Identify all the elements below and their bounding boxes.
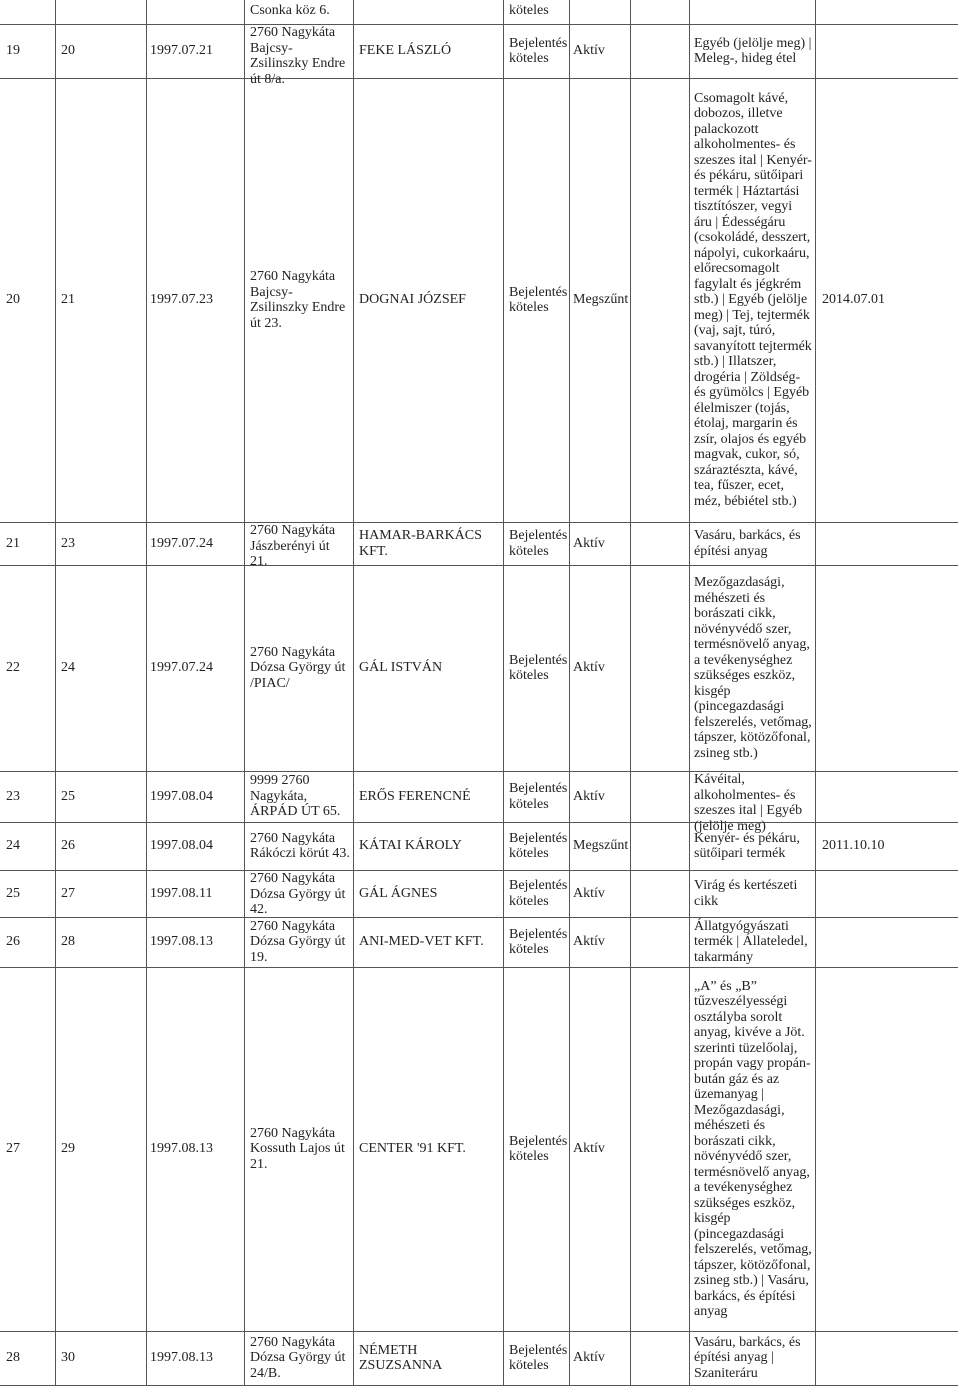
cell-col-a: 28 [6,1350,20,1365]
cell-status: Aktív [573,535,605,551]
grid-vline [630,0,631,1385]
cell-status: Megszűnt [573,292,629,307]
cell-col-b: 29 [61,1141,75,1156]
cell-status: Aktív [573,1350,605,1365]
cell-obligation: Bejelentés köteles [509,878,568,909]
grid-vline [503,0,504,1385]
grid-hline [0,1385,958,1386]
cell-name: FEKE LÁSZLÓ [359,43,452,58]
cell-goods: Kenyér- és pékáru, sütőipari termék [694,830,800,861]
cell-goods: Csomagolt kávé, dobozos, illetve palackozott alkoholmentes- és szeszes ital | Kenyér- és pékáru, sütőipari termék | Háztartási tisztítószer, vegyi áru | Édességáru (csokoládé, desszert, nápolyi, cukorkaáru, előrecsomagolt fagylalt és jégkrém stb.) | Egyéb (jelölje meg) | Tej, tejtermék (vaj, sajt, túró, savanyított tejtermék stb.) | Illatszer, drogéria | Zöldség- és gyümölcs | Egyéb élelmiszer (tojás, étolaj, margarin és zsír, olajos és egyéb magvak, cukor, só, száraztészta, kávé, tea, fűszer, ecet, méz, bébiétel stb.) [694,90,812,509]
cell-date: 1997.07.24 [150,660,213,675]
cell-obligation: Bejelentés köteles [509,652,568,683]
grid-hline [0,967,958,968]
cell-name: GÁL ÁGNES [359,885,438,901]
cell-col-b: 28 [61,934,75,949]
cell-address: 2760 Nagykáta Dózsa György út 24/B. [250,1334,346,1381]
cell-name: ERŐS FERENCNÉ [359,788,471,804]
cell-date: 1997.08.13 [150,934,213,949]
cell-col-b: 27 [61,885,75,901]
grid-vline [689,0,690,1385]
cell-date: 1997.08.13 [150,1141,213,1156]
cell-address: 2760 Nagykáta Rákóczi körút 43. [250,830,350,861]
cell-date: 1997.08.11 [150,885,213,901]
cell-status: Aktív [573,1141,605,1156]
grid-hline [0,565,958,566]
grid-hline [0,822,958,823]
cell-date: 1997.08.13 [150,1350,213,1365]
grid-vline [146,0,147,1385]
cell-goods: Virág és kertészeti cikk [694,878,798,909]
cell-obligation: Bejelentés köteles [509,528,568,559]
cell-end-date: 2011.10.10 [822,838,885,853]
cell-name: NÉMETH ZSUZSANNA [359,1342,443,1373]
cell-col-a: 27 [6,1141,20,1156]
cell-obligation: Bejelentés köteles [509,35,568,66]
grid-hline [0,24,958,25]
cell-address: 2760 Nagykáta Bajcsy-Zsilinszky Endre út 8/a. [250,25,346,87]
cell-address: 2760 Nagykáta Bajcsy-Zsilinszky Endre út 23. [250,269,346,331]
cell-address: 2760 Nagykáta Dózsa György út 19. [250,918,346,965]
cell-address: 2760 Nagykáta Dózsa György út 42. [250,871,346,917]
cell-col-b: 25 [61,788,75,804]
cell-address: 2760 Nagykáta Dózsa György út /PIAC/ [250,644,346,691]
cell-name: GÁL ISTVÁN [359,660,443,675]
cell-col-b: 30 [61,1350,75,1365]
cell-goods: Állatgyógyászati termék | Állateledel, takarmány [694,918,808,965]
grid-vline [244,0,245,1385]
cell-col-a: 24 [6,838,20,853]
cell-col-b: 24 [61,660,75,675]
grid-vline [569,0,570,1385]
cell-name: KÁTAI KÁROLY [359,838,462,853]
cell-status: Aktív [573,788,605,804]
cell-col-b: 26 [61,838,75,853]
cell-address: 2760 Nagykáta Jászberényi út 21. [250,523,336,569]
top-fragment-address: Csonka köz 6. [250,3,330,18]
cell-name: ANI-MED-VET KFT. [359,934,484,949]
cell-date: 1997.07.21 [150,43,213,58]
cell-col-b: 20 [61,43,75,58]
cell-name: CENTER '91 KFT. [359,1141,466,1156]
cell-status: Aktív [573,43,605,58]
cell-goods: Vasáru, barkács, és építési anyag [694,528,801,559]
cell-col-a: 23 [6,788,20,804]
grid-vline [353,0,354,1385]
cell-status: Aktív [573,660,605,675]
cell-obligation: Bejelentés köteles [509,284,568,315]
cell-address: 9999 2760 Nagykáta, ÁRPÁD ÚT 65. [250,773,341,819]
grid-vline [815,0,816,1385]
cell-status: Megszűnt [573,838,629,853]
cell-obligation: Bejelentés köteles [509,830,568,861]
cell-col-a: 25 [6,885,20,901]
cell-goods: Kávéital, alkoholmentes- és szeszes ital | Egyéb (jelölje meg) [694,772,803,834]
grid-hline [0,78,958,79]
cell-date: 1997.08.04 [150,788,213,804]
cell-col-a: 21 [6,535,20,551]
grid-vline [55,0,56,1385]
top-fragment-status: köteles [509,3,549,18]
cell-name: HAMAR-BARKÁCS KFT. [359,528,482,559]
cell-date: 1997.08.04 [150,838,213,853]
cell-col-a: 22 [6,660,20,675]
grid-hline [0,917,958,918]
cell-col-a: 26 [6,934,20,949]
cell-goods: Egyéb (jelölje meg) | Meleg-, hideg étel [694,35,812,66]
cell-col-b: 23 [61,535,75,551]
cell-col-a: 19 [6,43,20,58]
cell-address: 2760 Nagykáta Kossuth Lajos út 21. [250,1125,345,1172]
grid-hline [0,1331,958,1332]
cell-col-b: 21 [61,292,75,307]
grid-hline [0,522,958,523]
grid-hline [0,771,958,772]
cell-col-a: 20 [6,292,20,307]
cell-date: 1997.07.23 [150,292,213,307]
cell-goods: Mezőgazdasági, méhészeti és borászati cikk, növényvédő szer, termésnövelő anyag, a tevékenységhez szükséges eszköz, kisgép (pincegazdasági felszerelés, vetőmag, tápszer, kötözőfonal, zsineg stb.) [694,575,812,761]
cell-goods: „A” és „B” tűzveszélyességi osztályba sorolt anyag, kivéve a Jöt. szerinti tüzelőolaj, propán vagy propán-bután gáz és az üzemanyag | Mezőgazdasági, méhészeti és borászati cikk, növényvédő szer, termésnövelő anyag, a tevékenységhez szükséges eszköz, kisgép (pincegazdasági felszerelés, vetőmag, tápszer, kötözőfonal, zsineg stb.) | Vasáru, barkács, és építési anyag [694,978,812,1319]
cell-end-date: 2014.07.01 [822,292,885,307]
cell-goods: Vasáru, barkács, és építési anyag | Szaniteráru [694,1334,801,1381]
cell-obligation: Bejelentés köteles [509,1342,568,1373]
cell-date: 1997.07.24 [150,535,213,551]
cell-obligation: Bejelentés köteles [509,781,568,812]
cell-obligation: Bejelentés köteles [509,1133,568,1164]
cell-status: Aktív [573,934,605,949]
grid-hline [0,870,958,871]
cell-name: DOGNAI JÓZSEF [359,292,466,307]
cell-status: Aktív [573,885,605,901]
cell-obligation: Bejelentés köteles [509,926,568,957]
